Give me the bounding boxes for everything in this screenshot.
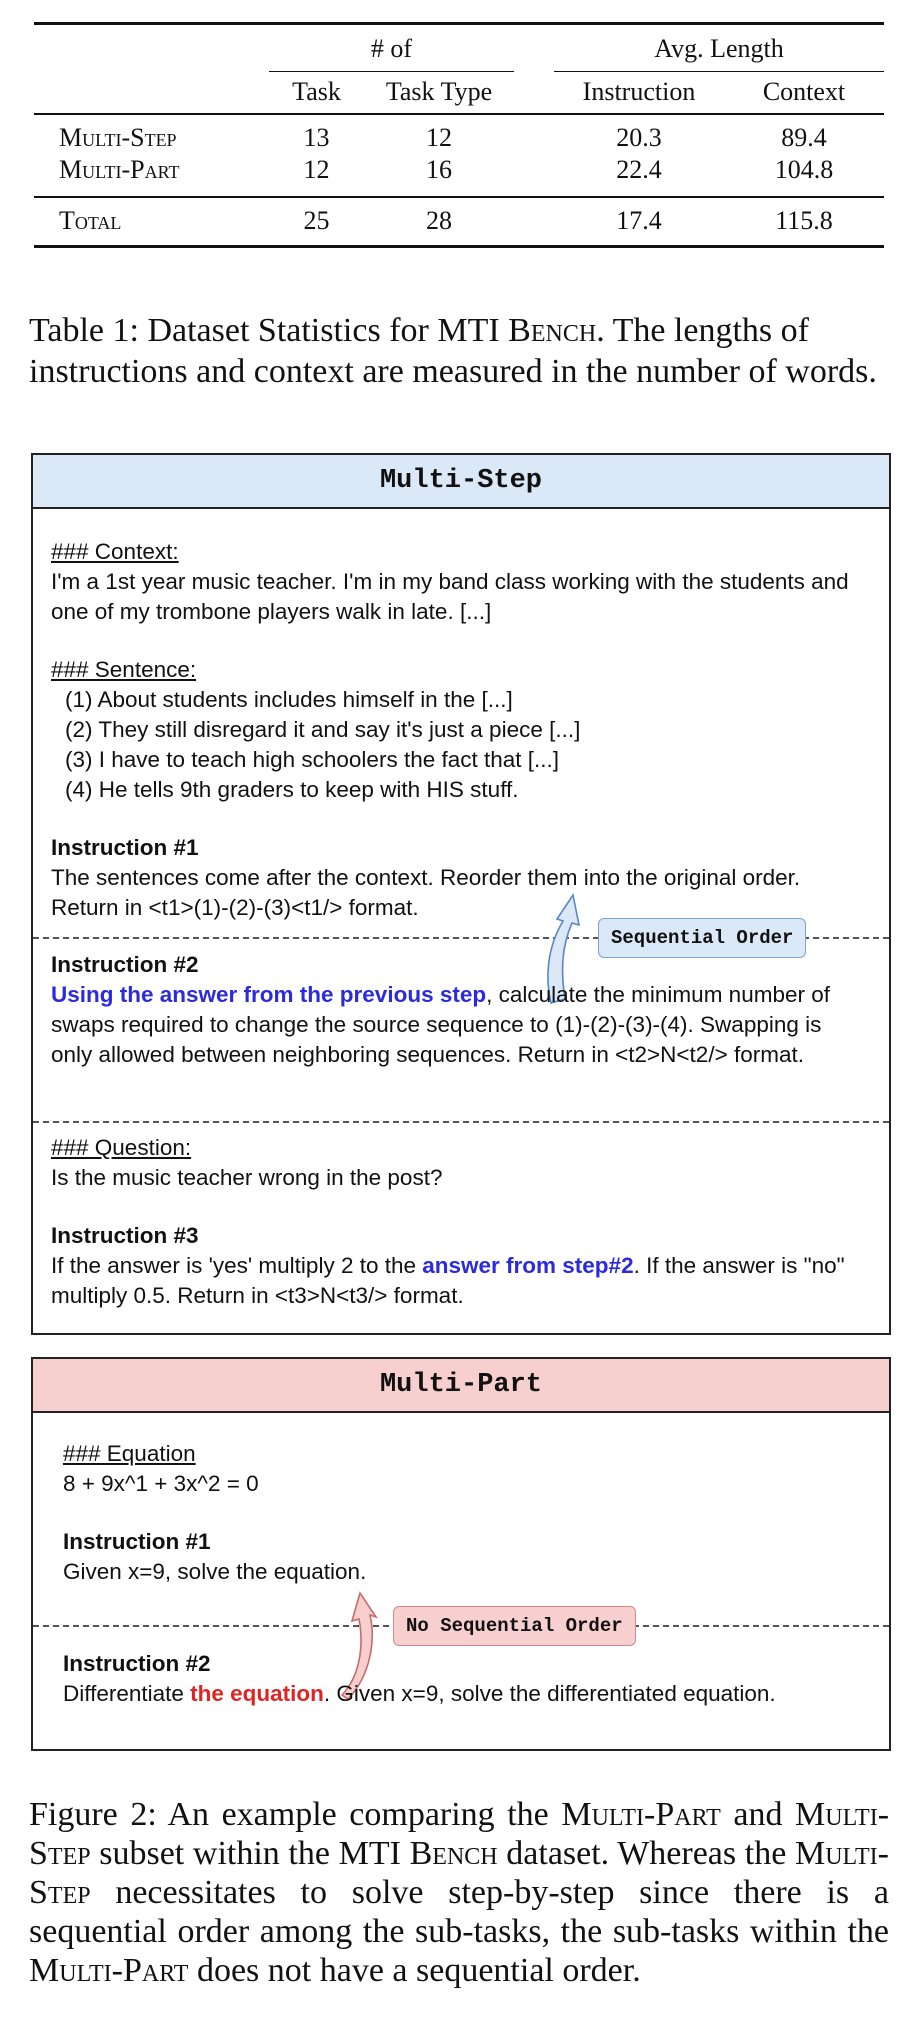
- total-label: Total: [59, 206, 122, 236]
- table-caption-prefix: Table 1:: [29, 312, 139, 349]
- sentence-heading: ### Sentence:: [51, 657, 197, 682]
- total-instruction: 17.4: [616, 206, 662, 236]
- multi-step-panel: [31, 453, 891, 1335]
- sequential-order-tag: Sequential Order: [598, 918, 806, 958]
- col-header-task: Task: [292, 77, 341, 107]
- instruction-3-title: Instruction #3: [51, 1223, 199, 1248]
- cell-task: 12: [303, 154, 330, 184]
- equation-text: 8 + 9x^1 + 3x^2 = 0: [63, 1471, 259, 1496]
- part-instruction-2-section: [63, 1649, 867, 1709]
- cell-instruction: 20.3: [616, 122, 662, 152]
- instruction-3-post: . If the answer is "no" multiply 0.5. Return in <t3>N<t3/> format.: [51, 1253, 845, 1308]
- instruction-1-text: The sentences come after the context. Reorder them into the original order. Return in <t1>(1)-(2)-(3)<t1/> format.: [51, 865, 801, 920]
- total-task: 25: [303, 206, 330, 236]
- context-section: [51, 537, 867, 627]
- instruction-1-section: [51, 833, 867, 923]
- figure-caption-text: An example comparing the: [156, 1796, 562, 1833]
- total-task-type: 28: [426, 206, 452, 236]
- part-instruction-2-post: . Given x=9, solve the differentiated equation.: [323, 1681, 776, 1706]
- part-instruction-2-title: Instruction #2: [63, 1651, 211, 1676]
- multi-part-title: Multi-Part: [33, 1359, 889, 1413]
- cell-context: 89.4: [781, 122, 827, 152]
- multi-step-title: Multi-Step: [33, 455, 889, 509]
- part-instruction-2-highlight: the equation: [190, 1681, 324, 1706]
- instruction-2-title: Instruction #2: [51, 952, 199, 977]
- table-row: [34, 114, 884, 153]
- figure-caption-text: subset within the MTI: [90, 1835, 410, 1872]
- instruction-3-pre: If the answer is 'yes' multiply 2 to the: [51, 1253, 423, 1278]
- figure-caption-text: dataset. Whereas the: [497, 1835, 795, 1872]
- figure-caption-text: and: [720, 1796, 796, 1833]
- list-item: (2) They still disregard it and say it's just a piece [...]: [65, 717, 581, 742]
- cell-task-type: 12: [426, 122, 452, 152]
- figure-caption-prefix: Figure 2:: [29, 1796, 157, 1833]
- instruction-3-text: [51, 1251, 867, 1311]
- cell-task: 13: [303, 122, 330, 152]
- part-instruction-1-section: [63, 1527, 867, 1587]
- col-header-context: Context: [762, 77, 846, 107]
- table-total-row: [34, 197, 884, 247]
- cell-context: 104.8: [774, 154, 834, 184]
- part-instruction-1-text: Given x=9, solve the equation.: [63, 1559, 367, 1584]
- equation-section: [63, 1439, 867, 1499]
- divider-dashed: [33, 1121, 889, 1123]
- group-header-count: # of: [370, 34, 413, 64]
- instruction-2-text: [51, 980, 867, 1070]
- list-item: (3) I have to teach high schoolers the fact that [...]: [65, 747, 560, 772]
- row-label: Multi-Step: [59, 122, 177, 152]
- part-instruction-2-text: [63, 1679, 867, 1709]
- instruction-1-title: Instruction #1: [51, 835, 199, 860]
- list-item: (1) About students includes himself in the [...]: [65, 687, 513, 712]
- col-header-task-type: Task Type: [385, 77, 493, 107]
- no-sequential-order-tag: No Sequential Order: [393, 1606, 636, 1646]
- table-caption-text-a: Dataset Statistics for MTI: [138, 312, 509, 349]
- table-caption: [29, 310, 889, 392]
- dataset-statistics-table: [34, 22, 884, 248]
- question-text: Is the music teacher wrong in the post?: [51, 1165, 443, 1190]
- instruction-2-highlight: Using the answer from the previous step: [51, 982, 487, 1007]
- table-row: [34, 153, 884, 187]
- context-heading: ### Context:: [51, 539, 179, 564]
- instruction-3-highlight: answer from step#2: [422, 1253, 634, 1278]
- figure-caption-bench: Bench: [409, 1835, 498, 1872]
- instruction-3-section: [51, 1221, 867, 1311]
- figure-caption: [29, 1795, 889, 1990]
- group-header-avg-length: Avg. Length: [654, 34, 784, 64]
- equation-heading: ### Equation: [63, 1441, 196, 1466]
- figure-caption-text: necessitates to solve step-by-step since there is a sequential order among the sub-tasks, the sub-tasks within the: [29, 1874, 889, 1950]
- list-item: (4) He tells 9th graders to keep with HIS stuff.: [65, 777, 519, 802]
- figure-caption-multi-part: Multi-Part: [561, 1796, 721, 1833]
- col-header-instruction: Instruction: [582, 77, 696, 107]
- figure-caption-multi-step: Multi-Step: [29, 1796, 890, 1872]
- sentence-section: [51, 655, 867, 805]
- instruction-2-section: [51, 950, 867, 1070]
- context-text: I'm a 1st year music teacher. I'm in my band class working with the students and one of my trombone players walk in late. [...]: [51, 569, 849, 624]
- part-instruction-2-pre: Differentiate: [63, 1681, 191, 1706]
- table-caption-text-b: . The lengths of instructions and context are measured in the number of words.: [29, 312, 877, 390]
- total-context: 115.8: [775, 206, 833, 236]
- question-section: [51, 1133, 867, 1193]
- figure-caption-multi-part: Multi-Part: [29, 1952, 189, 1989]
- instruction-2-rest: , calculate the minimum number of swaps required to change the source sequence to (1)-(2)-(3)-(4). Swapping is only allowed between neighboring sequences. Return in <t2>N<t2/> format.: [51, 982, 830, 1067]
- row-label: Multi-Part: [59, 154, 180, 184]
- table-caption-bench: Bench: [508, 312, 597, 349]
- cell-task-type: 16: [426, 154, 452, 184]
- figure-caption-text: does not have a sequential order.: [188, 1952, 641, 1989]
- stats-table: [34, 22, 884, 248]
- part-instruction-1-title: Instruction #1: [63, 1529, 211, 1554]
- cell-instruction: 22.4: [616, 154, 662, 184]
- question-heading: ### Question:: [51, 1135, 192, 1160]
- figure-caption-multi-step: Multi-Step: [29, 1835, 889, 1911]
- multi-part-panel: [31, 1357, 891, 1751]
